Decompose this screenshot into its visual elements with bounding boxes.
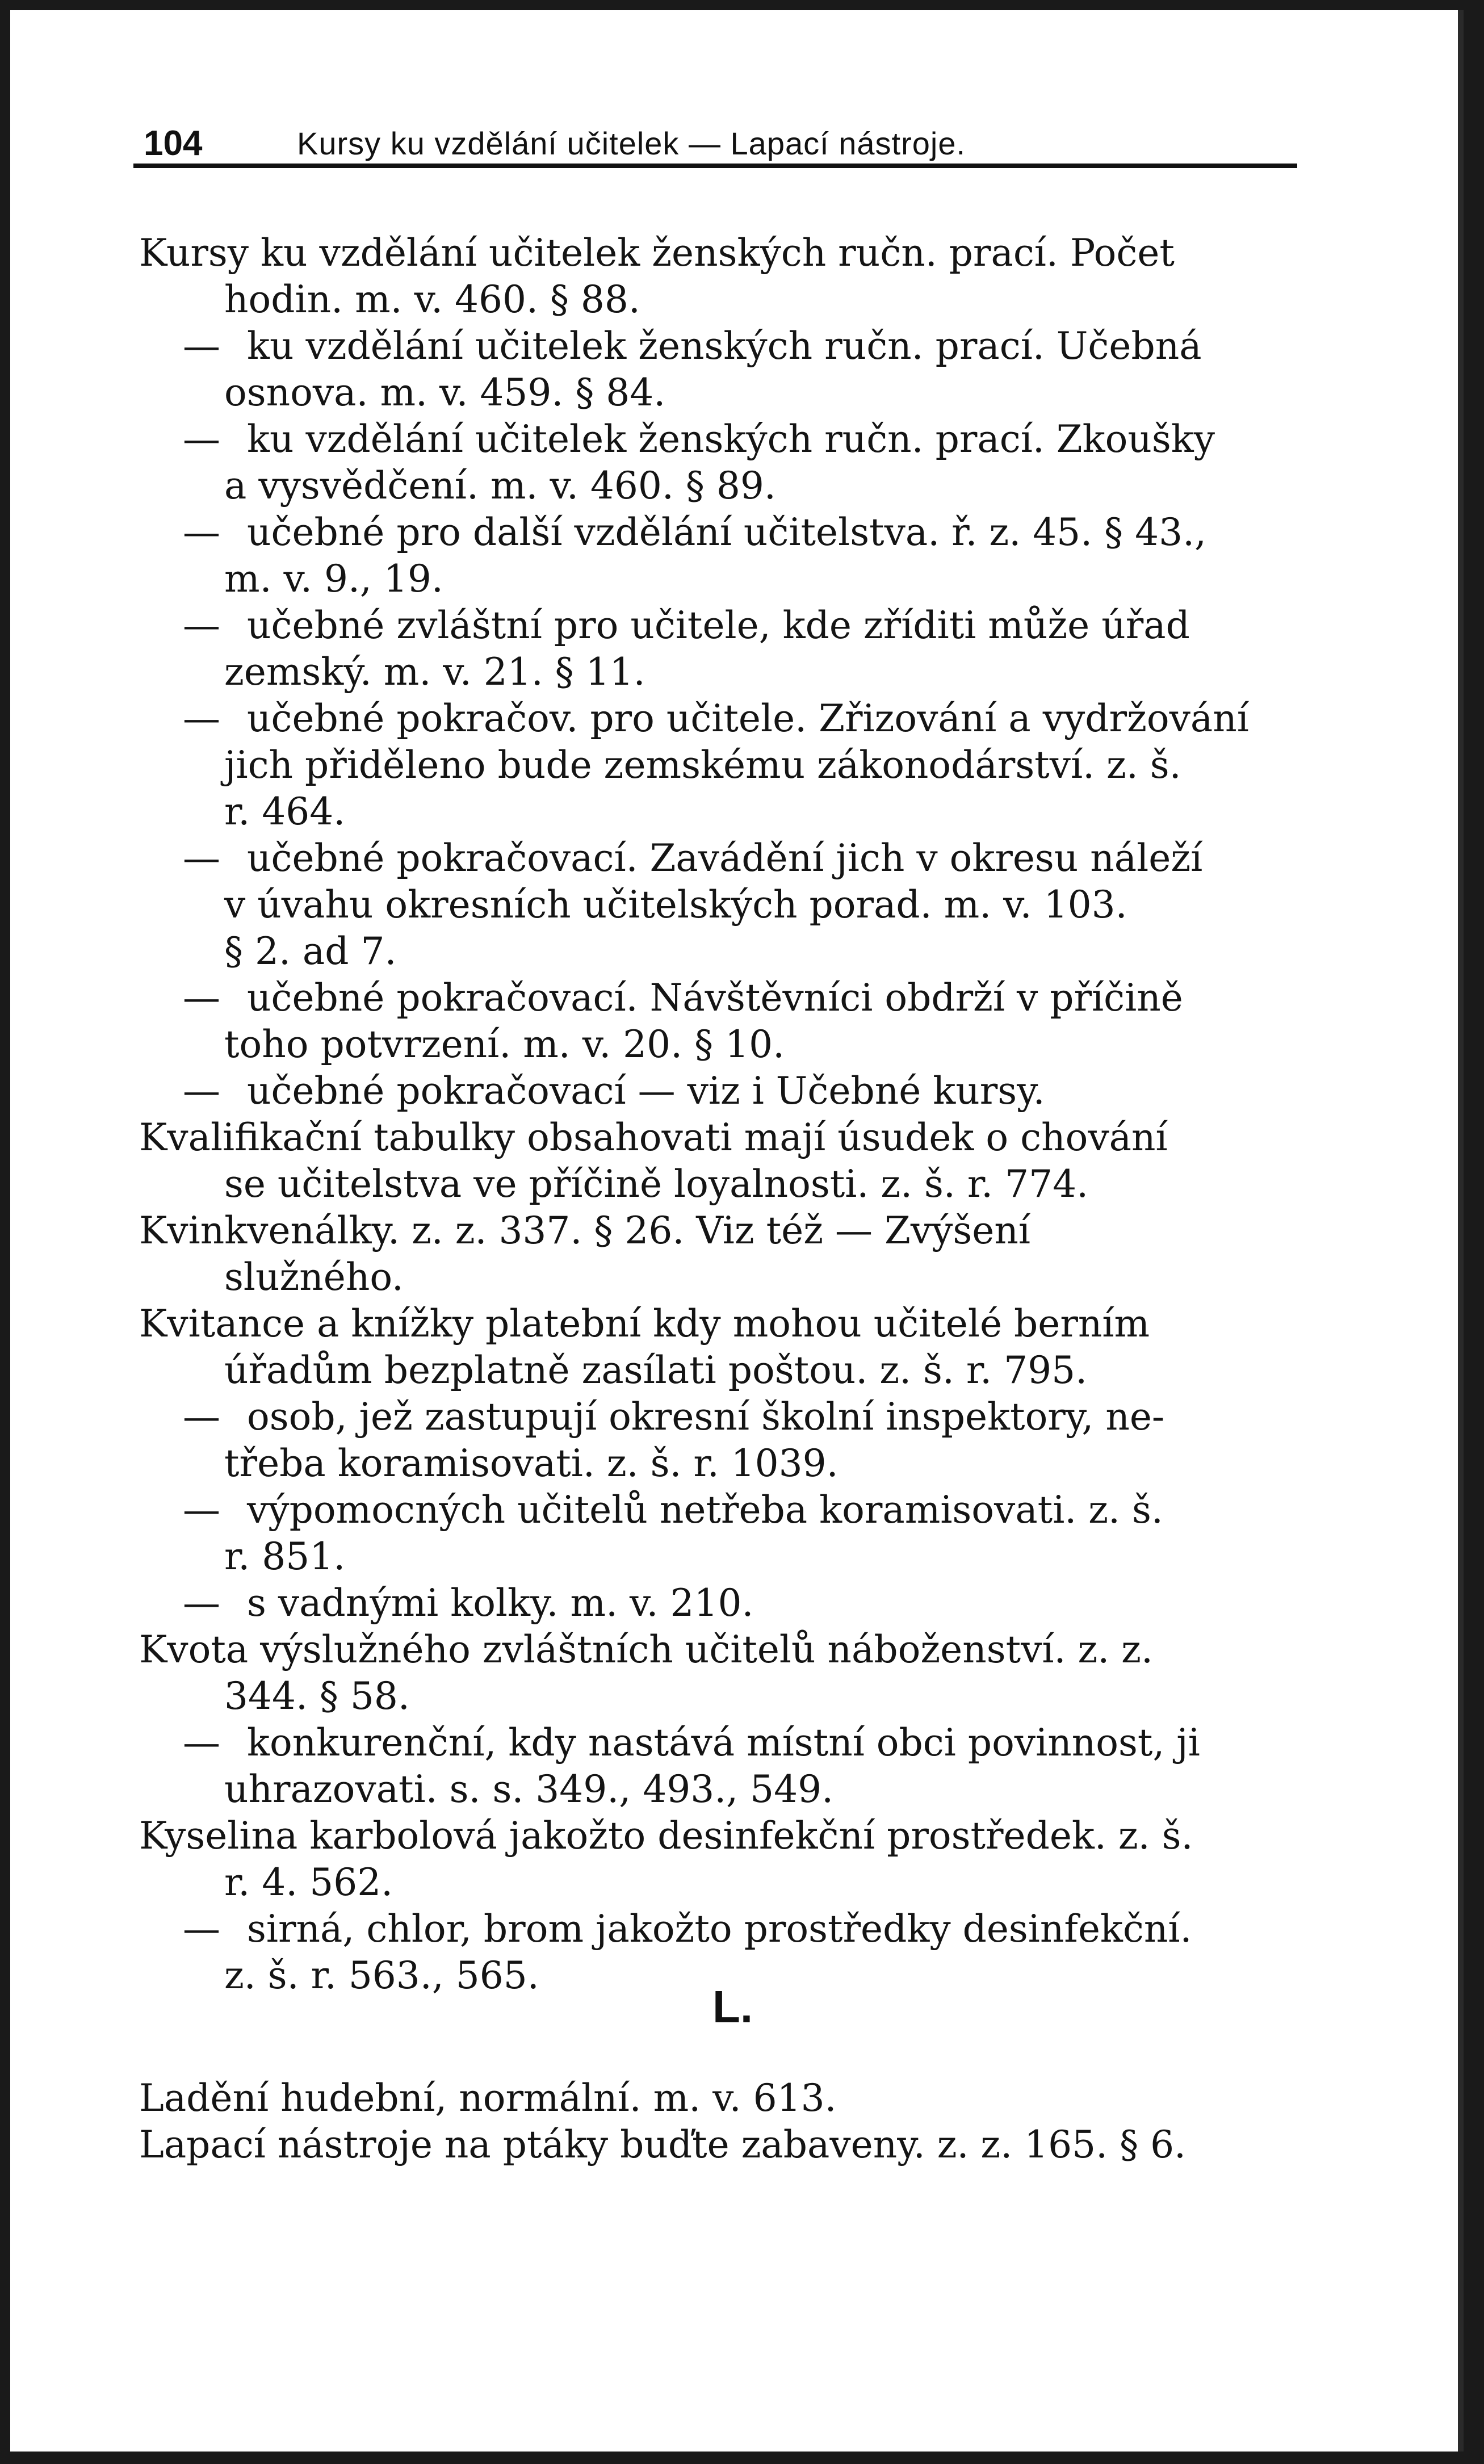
entry-line: [139, 1906, 1320, 1952]
entry-line: toho potvrzení. m. v. 20. § 10.: [224, 1023, 785, 1066]
entry-line: v úvahu okresních učitelských porad. m. v. 103.: [224, 883, 1127, 927]
entry-line: m. v. 9., 19.: [224, 557, 443, 601]
em-dash: —: [183, 1721, 220, 1765]
entry-line: [139, 323, 1320, 370]
entry-line: úřadům bezplatně zasílati poštou. z. š. r. 795.: [224, 1348, 1088, 1392]
entry-line: Kvitance a knížky platební kdy mohou učitelé berním: [139, 1302, 1150, 1346]
entry-line: r. 851.: [224, 1535, 346, 1578]
entry-text: učebné pokračov. pro učitele. Zřizování a vydržování: [247, 697, 1249, 740]
entry-line: jich přiděleno bude zemskému zákonodárství. z. š.: [224, 743, 1181, 787]
em-dash: —: [183, 1581, 220, 1625]
entry-line: r. 464.: [224, 790, 346, 833]
entry-line: Kursy ku vzdělání učitelek ženských ručn. prací. Počet: [139, 231, 1175, 275]
entry-text: učebné zvláštní pro učitele, kde zříditi může úřad: [247, 604, 1190, 647]
em-dash: —: [183, 417, 220, 461]
index-entries-l: [139, 2075, 1320, 2168]
entry-text: výpomocných učitelů netřeba koramisovati. z. š.: [247, 1488, 1163, 1532]
em-dash: —: [183, 697, 220, 740]
section-heading-l: L.: [712, 1981, 753, 2032]
entry-line: a vysvědčení. m. v. 460. § 89.: [224, 464, 776, 508]
entry-line: [139, 416, 1320, 463]
entry-text: učebné pokračovací — viz i Učebné kursy.: [247, 1069, 1045, 1113]
em-dash: —: [183, 1907, 220, 1951]
entry-line: zemský. m. v. 21. § 11.: [224, 650, 645, 694]
em-dash: —: [183, 1488, 220, 1532]
entry-text: učebné pokračovací. Návštěvníci obdrží v příčině: [247, 976, 1183, 1020]
em-dash: —: [183, 836, 220, 880]
running-head: Kursy ku vzdělání učitelek — Lapací nástroje.: [297, 125, 966, 161]
entry-line: služného.: [224, 1255, 404, 1299]
entry-line: [139, 1487, 1320, 1533]
entry-line: [139, 602, 1320, 649]
entry-text: sirná, chlor, brom jakožto prostředky desinfekční.: [247, 1907, 1192, 1951]
entry-text: konkurenční, kdy nastává místní obci povinnost, ji: [247, 1721, 1200, 1765]
entry-line: § 2. ad 7.: [224, 929, 397, 973]
entry-line: [139, 695, 1320, 742]
em-dash: —: [183, 604, 220, 647]
entry-line: [139, 1580, 1320, 1627]
entry-line: Kvalifikační tabulky obsahovati mají úsudek o chování: [139, 1116, 1168, 1159]
entry-text: osob, jež zastupují okresní školní inspektory, ne-: [247, 1395, 1165, 1439]
entry-line: Kvota výslužného zvláštních učitelů náboženství. z. z.: [139, 1628, 1153, 1671]
entry-text: s vadnými kolky. m. v. 210.: [247, 1581, 754, 1625]
entry-text: ku vzdělání učitelek ženských ručn. prací. Učebná: [247, 324, 1202, 368]
em-dash: —: [183, 976, 220, 1020]
entry-text: ku vzdělání učitelek ženských ručn. prací. Zkoušky: [247, 417, 1215, 461]
entry-line: [139, 975, 1320, 1021]
page-number: 104: [144, 124, 203, 163]
entry-line: [139, 509, 1320, 556]
entry-text: učebné pokračovací. Zavádění jich v okresu náleží: [247, 836, 1203, 880]
entry-line: 344. § 58.: [224, 1674, 410, 1718]
entry-line: [139, 1394, 1320, 1440]
entry-line: Kvinkvenálky. z. z. 337. § 26. Viz též — Zvýšení: [139, 1209, 1030, 1252]
em-dash: —: [183, 1069, 220, 1113]
entry-line: Lapací nástroje na ptáky buďte zabaveny. z. z. 165. § 6.: [139, 2123, 1187, 2167]
em-dash: —: [183, 324, 220, 368]
em-dash: —: [183, 510, 220, 554]
entry-line: [139, 1720, 1320, 1766]
header-rule: [133, 164, 1297, 168]
entry-line: hodin. m. v. 460. § 88.: [224, 278, 640, 321]
entry-line: z. š. r. 563., 565.: [224, 1954, 539, 1997]
entry-line: [139, 835, 1320, 882]
entry-line: r. 4. 562.: [224, 1860, 393, 1904]
em-dash: —: [183, 1395, 220, 1439]
entry-line: osnova. m. v. 459. § 84.: [224, 371, 666, 414]
entry-line: Ladění hudební, normální. m. v. 613.: [139, 2076, 837, 2120]
entry-line: [139, 1068, 1320, 1114]
entry-line: uhrazovati. s. s. 349., 493., 549.: [224, 1767, 834, 1811]
entry-line: Kyselina karbolová jakožto desinfekční prostředek. z. š.: [139, 1814, 1193, 1858]
index-entries-k: [139, 230, 1320, 1999]
entry-line: třeba koramisovati. z. š. r. 1039.: [224, 1441, 839, 1485]
entry-text: učebné pro další vzdělání učitelstva. ř. z. 45. § 43.,: [247, 510, 1207, 554]
entry-line: se učitelstva ve příčině loyalnosti. z. š. r. 774.: [224, 1162, 1089, 1206]
